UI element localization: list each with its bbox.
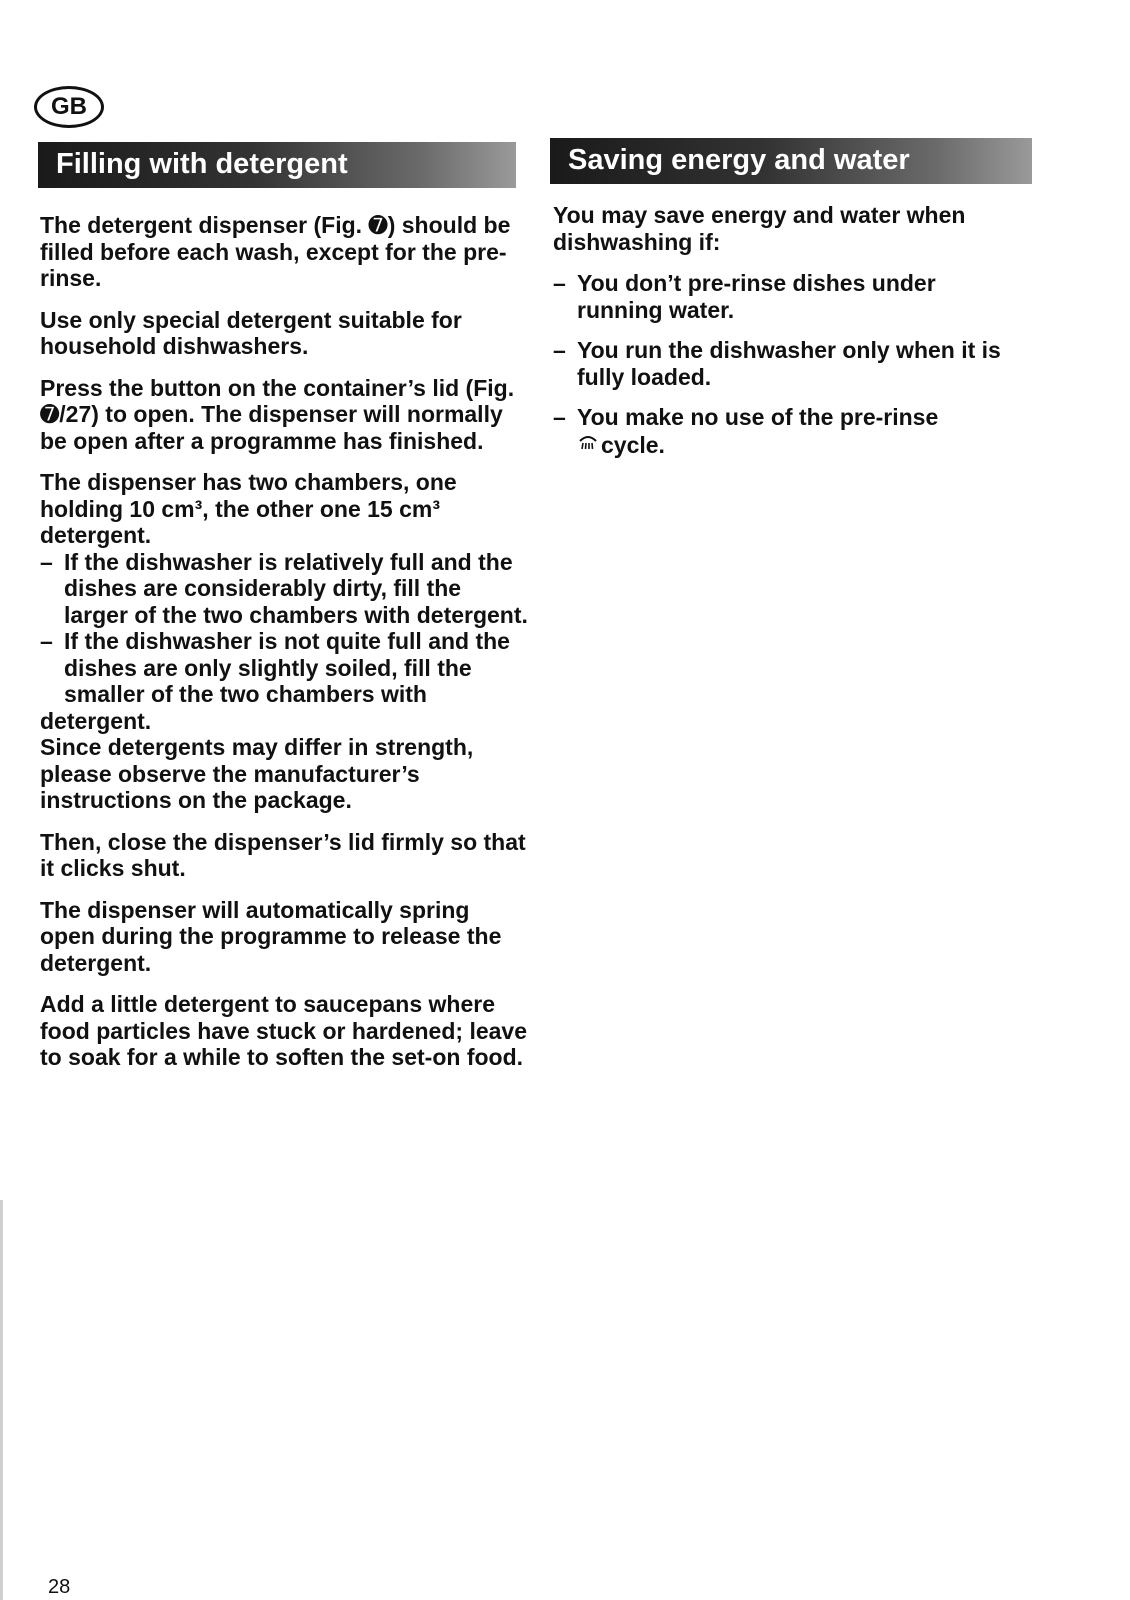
list-item-text [577, 404, 1023, 459]
page-number: 28 [48, 1576, 71, 1598]
list-item-text-part: You make no use of the pre-rinse [577, 404, 939, 430]
list-item-text: You don’t pre-rinse dishes under running water. [577, 270, 936, 323]
bullet-dash: – [553, 404, 566, 430]
list-item [553, 404, 1023, 459]
scan-edge [0, 1200, 3, 1600]
paragraph: Since detergents may differ in strength, please observe the manufacturer’s instructions on the package. [40, 734, 474, 813]
section-header-saving: Saving energy and water [550, 138, 1032, 184]
language-badge: GB [34, 86, 104, 128]
bullet-dash: – [553, 337, 566, 363]
paragraph: The detergent dispenser (Fig. ➐) should be filled before each wash, except for the pre-rinse. [40, 212, 511, 291]
pre-rinse-cycle-icon [577, 431, 599, 460]
paragraph: Press the button on the container’s lid (Fig. ➐/27) to open. The dispenser will normally be open after a programme has finished. [40, 374, 515, 454]
paragraph: Then, close the dispenser’s lid firmly so that it clicks shut. [40, 828, 526, 881]
paragraph: The dispenser will automatically spring open during the programme to release the detergent. [40, 896, 502, 976]
list-item-text-part: cycle. [601, 431, 665, 458]
left-column [40, 212, 530, 1086]
list-item [40, 549, 530, 629]
list-item [553, 270, 1023, 323]
paragraph: The dispenser has two chambers, one holding 10 cm³, the other one 15 cm³ detergent. [40, 469, 457, 548]
paragraph: Use only special detergent suitable for household dishwashers. [40, 306, 462, 359]
list-item-text: If the dishwasher is not quite full and the dishes are only slightly soiled, fill the smaller of the two chambers with [64, 628, 510, 707]
list-item [553, 337, 1023, 390]
paragraph: You may save energy and water when dishwashing if: [553, 202, 966, 255]
right-column [553, 202, 1023, 473]
section-header-filling: Filling with detergent [38, 142, 516, 188]
paragraph: detergent. [40, 707, 152, 734]
list-item-text: You run the dishwasher only when it is fully loaded. [577, 337, 1001, 390]
bullet-dash: – [40, 548, 53, 575]
paragraph: Add a little detergent to saucepans where food particles have stuck or hardened; leave to soak for a while to soften the set-on food. [40, 991, 527, 1070]
bullet-dash: – [40, 628, 53, 654]
list-item [40, 628, 530, 708]
list-item-text: If the dishwasher is relatively full and the dishes are considerably dirty, fill the larger of the two chambers with detergent. [64, 548, 528, 628]
bullet-dash: – [553, 270, 566, 296]
